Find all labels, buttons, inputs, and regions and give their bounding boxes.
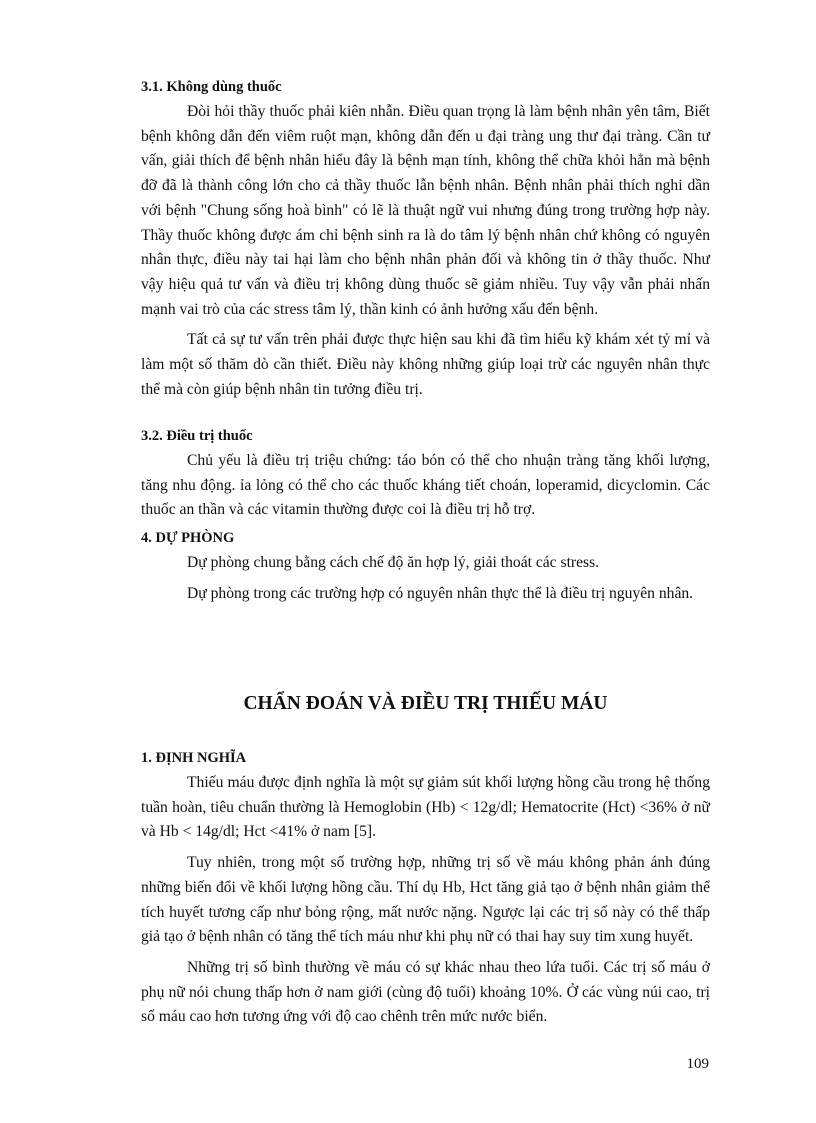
section-1 [141, 748, 710, 1030]
chapter-title: CHẨN ĐOÁN VÀ ĐIỀU TRỊ THIẾU MÁU [243, 693, 608, 714]
paragraph: Tất cả sự tư vấn trên phải được thực hiện sau khi đã tìm hiểu kỹ khám xét tỷ mỉ và làm một số thăm dò cần thiết. Điều này không những giúp loại trừ các nguyên nhân thực thể mà còn giúp bệnh nhân tin tưởng điều trị. [141, 331, 710, 398]
section-heading: 3.2. Điều trị thuốc [141, 428, 253, 444]
section-heading: 4. DỰ PHÒNG [141, 530, 235, 546]
paragraph: Đòi hỏi thầy thuốc phải kiên nhẫn. Điều quan trọng là làm bệnh nhân yên tâm, Biết bệnh không dẫn đến viêm ruột mạn, không dẫn đến u đại tràng ung thư đại tràng. Cần tư vấn, giải thích để bệnh nhân hiểu đây là bệnh mạn tính, không thể chữa khỏi hẳn mà bệnh đỡ đã là thành công lớn cho cả thầy thuốc lẫn bệnh nhân. Bệnh nhân phải thích nghi dần với bệnh "Chung sống hoà bình" có lẽ là thuật ngữ vui nhưng đúng trong trường hợp này. Thầy thuốc không được ám chỉ bệnh sinh ra là do tâm lý bệnh nhân chứ không có nguyên nhân thực, điều này tai hại làm cho bệnh nhân phản đối và không tin ở thầy thuốc. Như vậy hiệu quả tư vấn và điều trị không dùng thuốc sẽ giảm nhiều. Tuy vậy vẫn phải nhấn mạnh vai trò của các stress tâm lý, thần kinh có ảnh hưởng xấu đến bệnh. [141, 103, 710, 318]
paragraph: Dự phòng trong các trường hợp có nguyên nhân thực thể là điều trị nguyên nhân. [187, 584, 694, 602]
section-3-2 [141, 426, 710, 523]
paragraph: Những trị số bình thường về máu có sự khác nhau theo lứa tuổi. Các trị số máu ở phụ nữ nói chung thấp hơn ở nam giới (cùng độ tuổi) khoảng 10%. Ở các vùng núi cao, trị số máu cao hơn tương ứng với độ cao chênh trên mức nước biển. [141, 958, 710, 1026]
page-number: 109 [686, 1056, 709, 1072]
section-heading: 3.1. Không dùng thuốc [141, 79, 282, 95]
paragraph: Thiếu máu được định nghĩa là một sự giảm sút khối lượng hồng cầu trong hệ thống tuần hoàn, tiêu chuẩn thường là Hemoglobin (Hb) < 12g/dl; Hematocrite (Hct) <36% ở nữ và Hb < 14g/dl; Hct <41% ở nam [5]. [141, 774, 710, 841]
section-3-1 [141, 77, 710, 402]
section-4 [141, 528, 710, 606]
section-heading: 1. ĐỊNH NGHĨA [141, 750, 247, 766]
paragraph: Dự phòng chung bằng cách chế độ ăn hợp lý, giải thoát các stress. [187, 554, 600, 571]
paragraph: Tuy nhiên, trong một số trường hợp, những trị số về máu không phản ánh đúng những biến đổi về khối lượng hồng cầu. Thí dụ Hb, Hct tăng giả tạo ở bệnh nhân giảm thể tích huyết tương cấp như bỏng rộng, mất nước nặng. Ngược lại các trị số này có thể thấp giả tạo ở bệnh nhân có tăng thể tích máu như khi phụ nữ có thai hay suy tim xung huyết. [141, 854, 710, 946]
paragraph: Chủ yếu là điều trị triệu chứng: táo bón có thể cho nhuận tràng tăng khối lượng, tăng nhu động. ỉa lỏng có thể cho các thuốc kháng tiết choán, loperamid, dicyclomin. Các thuốc an thần và các vitamin thường được coi là điều trị hỗ trợ. [141, 452, 710, 519]
